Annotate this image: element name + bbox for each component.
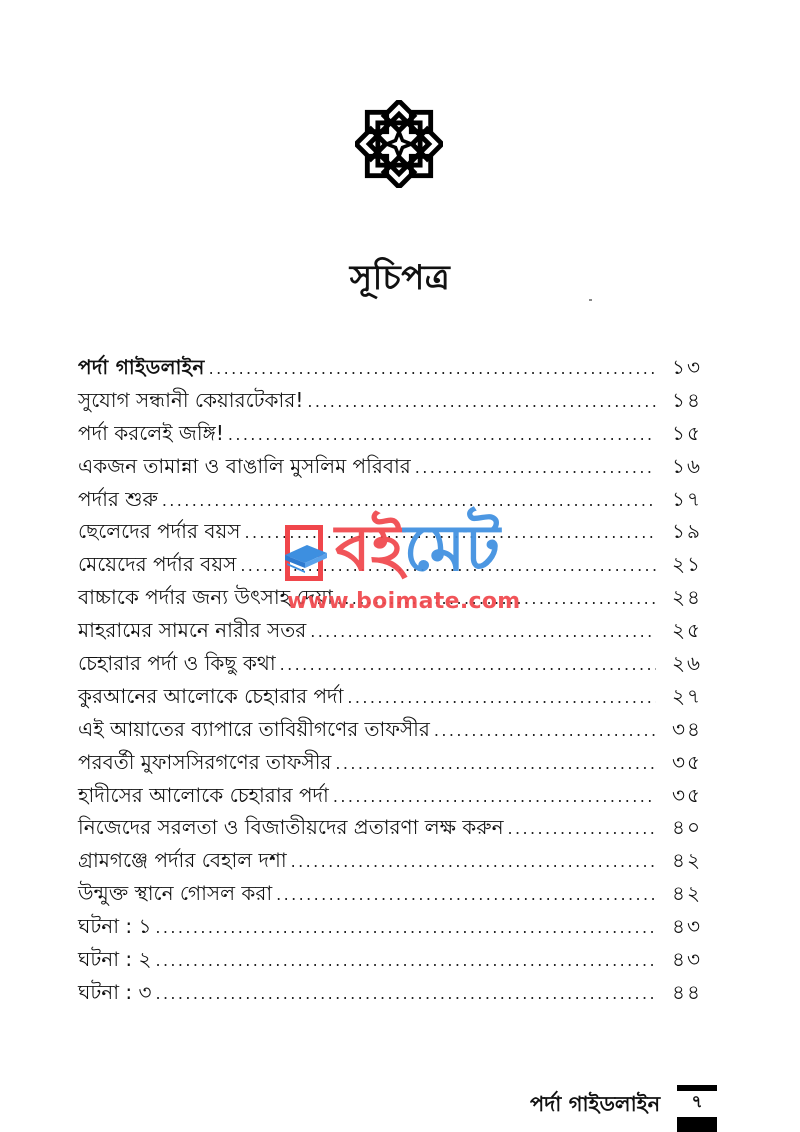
toc-entry-title: ঘটনা : ২: [78, 947, 152, 972]
toc-entry-page: ৩৪: [672, 716, 702, 741]
toc-entry-page: ২৪: [672, 585, 702, 610]
toc-entry[interactable]: [78, 581, 724, 614]
toc-entry-title: পর্দা করলেই জঙ্গি!: [78, 420, 224, 445]
toc-entry-page: ৪২: [672, 881, 702, 906]
toc-entry-title: পর্দার শুরু: [78, 486, 158, 511]
toc-entry-title: ঘটনা : ১: [78, 914, 152, 939]
scan-speck: [589, 299, 592, 301]
toc-entry-page: ১৫: [672, 420, 702, 445]
toc-entry-page: ৪৩: [672, 914, 702, 939]
toc-entry-title: মাহরামের সামনে নারীর সতর: [78, 618, 307, 643]
toc-entry-page: ২৬: [672, 651, 703, 676]
dot-leader: [162, 485, 656, 517]
toc-entry[interactable]: [78, 779, 724, 812]
toc-entry-title: হাদীসের আলোকে চেহারার পর্দা: [78, 782, 329, 807]
toc-entry-page: ১৩: [672, 355, 702, 379]
dot-leader: [280, 649, 656, 681]
toc-entry-page: ৪০: [672, 815, 702, 840]
dot-leader: [307, 386, 656, 418]
toc-entry-page: ১৪: [672, 387, 702, 412]
toc-entry-page: ২৫: [672, 618, 702, 643]
toc-entry[interactable]: [78, 910, 724, 943]
dot-leader: [240, 550, 656, 582]
table-of-contents: [78, 351, 724, 1009]
toc-entry-title: পরবর্তী মুফাসসিরগণের তাফসীর: [78, 749, 332, 774]
toc-entry[interactable]: [78, 976, 724, 1009]
toc-entry-title: কুরআনের আলোকে চেহারার পর্দা: [78, 683, 344, 708]
toc-entry-title: মেয়েদের পর্দার বয়স: [78, 552, 237, 577]
toc-entry-title: বাচ্চাকে পর্দার জন্য উৎসাহ দেয়া: [78, 585, 333, 610]
dot-leader: [310, 616, 656, 648]
folio-bottom-block: [677, 1117, 717, 1132]
toc-entry-title: গ্রামগঞ্জে পর্দার বেহাল দশা: [78, 848, 287, 873]
islamic-star-ornament-icon: [355, 100, 443, 188]
dot-leader: [335, 748, 656, 780]
toc-entry[interactable]: [78, 811, 724, 844]
toc-entry[interactable]: [78, 450, 724, 483]
toc-entry-page: ২৭: [672, 683, 703, 708]
toc-entry-title: চেহারার পর্দা ও কিছু কথা: [78, 651, 276, 676]
toc-entry[interactable]: [78, 515, 724, 548]
toc-entry[interactable]: [78, 351, 724, 384]
toc-entry[interactable]: [78, 548, 724, 581]
dot-leader: [508, 813, 656, 845]
running-footer-title: পর্দা গাইডলাইন: [530, 1092, 661, 1116]
dot-leader: [244, 517, 656, 549]
toc-entry[interactable]: [78, 384, 724, 417]
dot-leader: [337, 583, 656, 615]
toc-entry[interactable]: [78, 746, 724, 779]
toc-entry-page: ৪৪: [672, 979, 702, 1004]
toc-entry-title: নিজেদের সরলতা ও বিজাতীয়দের প্রতারণা লক্ষ করুন: [78, 815, 504, 840]
dot-leader: [415, 452, 656, 484]
watermark-logo-part2: মেট: [403, 512, 501, 586]
dot-leader: [228, 419, 656, 451]
page-folio: [677, 1085, 717, 1132]
toc-entry-title: ঘটনা : ৩: [78, 979, 152, 1004]
toc-entry[interactable]: [78, 844, 724, 877]
toc-entry-title: একজন তামান্না ও বাঙালি মুসলিম পরিবার: [78, 453, 411, 478]
watermark-url: www.boimate.com: [287, 589, 521, 614]
dot-leader: [434, 715, 656, 747]
toc-entry[interactable]: [78, 877, 724, 910]
toc-entry-page: ৪২: [672, 848, 702, 873]
toc-entry[interactable]: [78, 713, 724, 746]
watermark-logo-part1: বই: [335, 512, 404, 586]
page-title: সূচিপত্র: [349, 258, 451, 298]
toc-entry-page: ২১: [672, 552, 702, 577]
toc-entry-title: পর্দা গাইডলাইন: [78, 355, 205, 379]
toc-entry-page: ১৬: [672, 453, 702, 478]
toc-entry-page: ৪৩: [672, 947, 702, 972]
dot-leader: [209, 353, 656, 385]
dot-leader: [155, 978, 656, 1010]
toc-entry-title: এই আয়াতের ব্যাপারে তাবিয়ীগণের তাফসীর: [78, 716, 430, 741]
toc-entry-title: সুযোগ সন্ধানী কেয়ারটেকার!: [78, 387, 304, 412]
dot-leader: [291, 846, 656, 878]
toc-entry[interactable]: [78, 680, 724, 713]
dot-leader: [333, 781, 656, 813]
toc-entry-title: ছেলেদের পর্দার বয়স: [78, 519, 241, 544]
dot-leader: [155, 945, 656, 977]
toc-entry[interactable]: [78, 943, 724, 976]
toc-entry-page: ৩৫: [672, 782, 702, 807]
toc-entry[interactable]: [78, 483, 724, 516]
toc-entry-page: ৩৫: [672, 749, 702, 774]
toc-entry[interactable]: [78, 417, 724, 450]
toc-entry[interactable]: [78, 614, 724, 647]
toc-entry-page: ১৭: [672, 486, 702, 511]
toc-entry-title: উন্মুক্ত স্থানে গোসল করা: [78, 881, 273, 906]
toc-entry-page: ১৯: [672, 519, 702, 544]
page-number: ৭: [691, 1092, 703, 1112]
dot-leader: [155, 912, 656, 944]
toc-entry[interactable]: [78, 647, 724, 680]
dot-leader: [276, 879, 656, 911]
dot-leader: [347, 682, 656, 714]
